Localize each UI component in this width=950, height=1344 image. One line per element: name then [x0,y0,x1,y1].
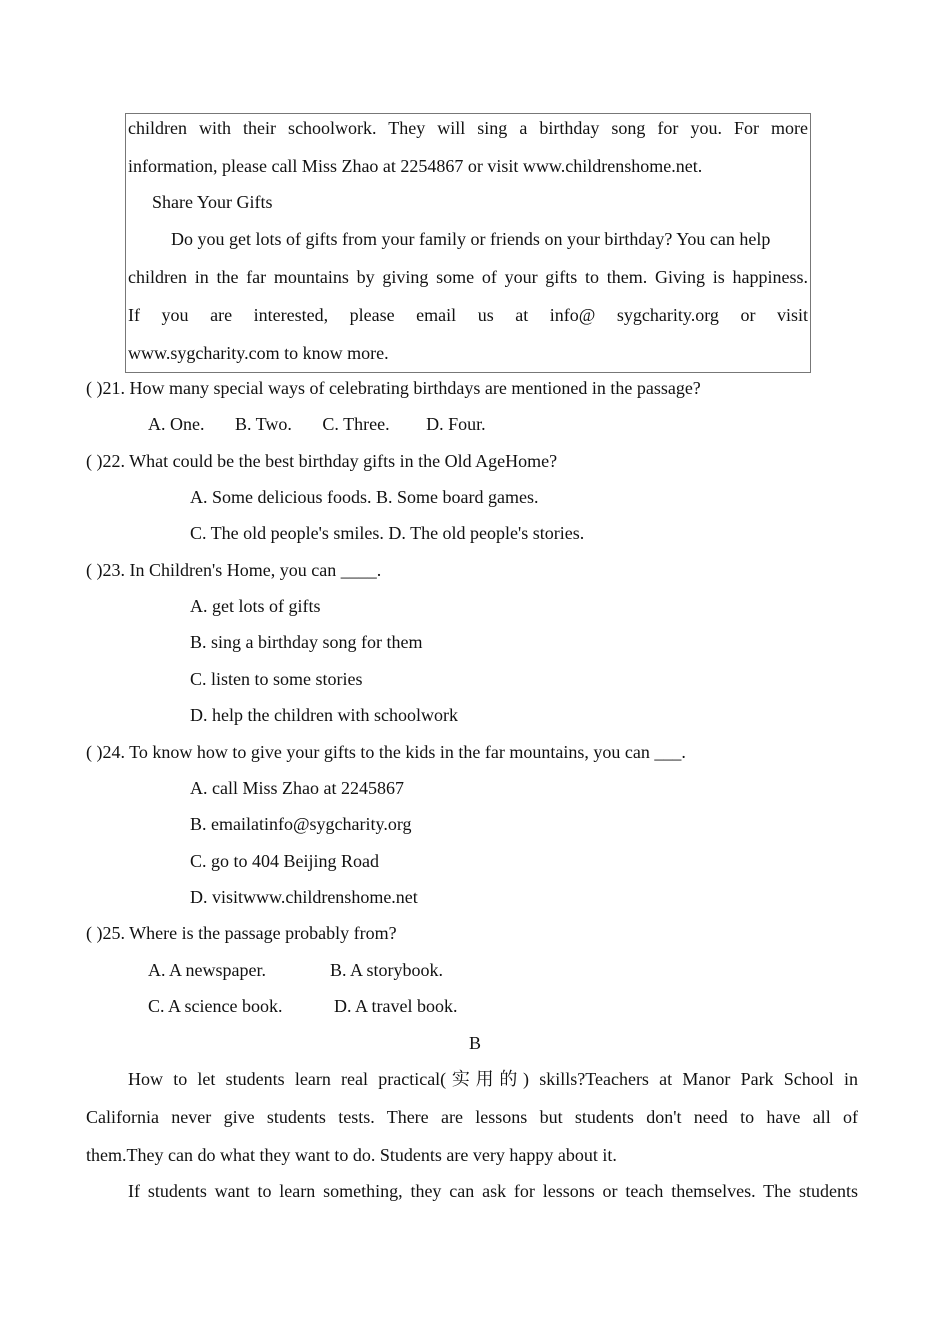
section-heading-share-your-gifts: Share Your Gifts [152,192,273,212]
option-a: A. One. [148,414,205,434]
option-c: C. Three. [322,414,390,434]
option-c: C. listen to some stories [190,669,363,689]
passage-line: If you are interested, please email us at info@ sygcharity.org or visit [128,305,808,325]
option-a: A. A newspaper. [148,960,266,980]
option-a: A. call Miss Zhao at 2245867 [190,778,404,798]
option-c: C. A science book. [148,996,283,1016]
paragraph-line: California never give students tests. There are lessons but students don't need to have all of [86,1107,858,1127]
option-d: D. A travel book. [334,996,458,1016]
passage-line: Do you get lots of gifts from your family or friends on your birthday? You can help [171,229,771,249]
passage-line: children with their schoolwork. They will sing a birthday song for you. For more [128,118,808,138]
question-22-options-ab: A. Some delicious foods. B. Some board games. [190,487,539,507]
option-d: D. help the children with schoolwork [190,705,458,725]
paragraph-line: How to let students learn real practical(实用的) skills?Teachers at Manor Park School in [128,1069,858,1089]
passage-line: information, please call Miss Zhao at 2254867 or visit www.childrenshome.net. [128,156,703,176]
question-21-options [148,413,486,435]
question-24-stem: ( )24. To know how to give your gifts to the kids in the far mountains, you can ___. [86,742,686,762]
question-22-stem: ( )22. What could be the best birthday gifts in the Old AgeHome? [86,451,558,471]
option-b: B. emailatinfo@sygcharity.org [190,814,412,834]
passage-line: children in the far mountains by giving some of your gifts to them. Giving is happiness. [128,267,808,287]
option-b: B. sing a birthday song for them [190,632,423,652]
option-b: B. Two. [235,414,292,434]
section-b-label: B [468,1033,481,1053]
question-23-stem: ( )23. In Children's Home, you can ____. [86,560,382,580]
question-22-options-cd: C. The old people's smiles. D. The old people's stories. [190,523,585,543]
option-c: C. go to 404 Beijing Road [190,851,379,871]
question-21-stem: ( )21. How many special ways of celebrating birthdays are mentioned in the passage? [86,378,701,398]
option-d: D. visitwww.childrenshome.net [190,887,418,907]
option-a: A. get lots of gifts [190,596,321,616]
paragraph-line: If students want to learn something, they can ask for lessons or teach themselves. The students [128,1181,858,1201]
passage-box [125,113,811,373]
option-d: D. Four. [426,414,486,434]
option-b: B. A storybook. [330,960,444,980]
paragraph-line: them.They can do what they want to do. Students are very happy about it. [86,1145,617,1165]
question-25-stem: ( )25. Where is the passage probably from? [86,923,397,943]
passage-line: www.sygcharity.com to know more. [128,343,389,363]
